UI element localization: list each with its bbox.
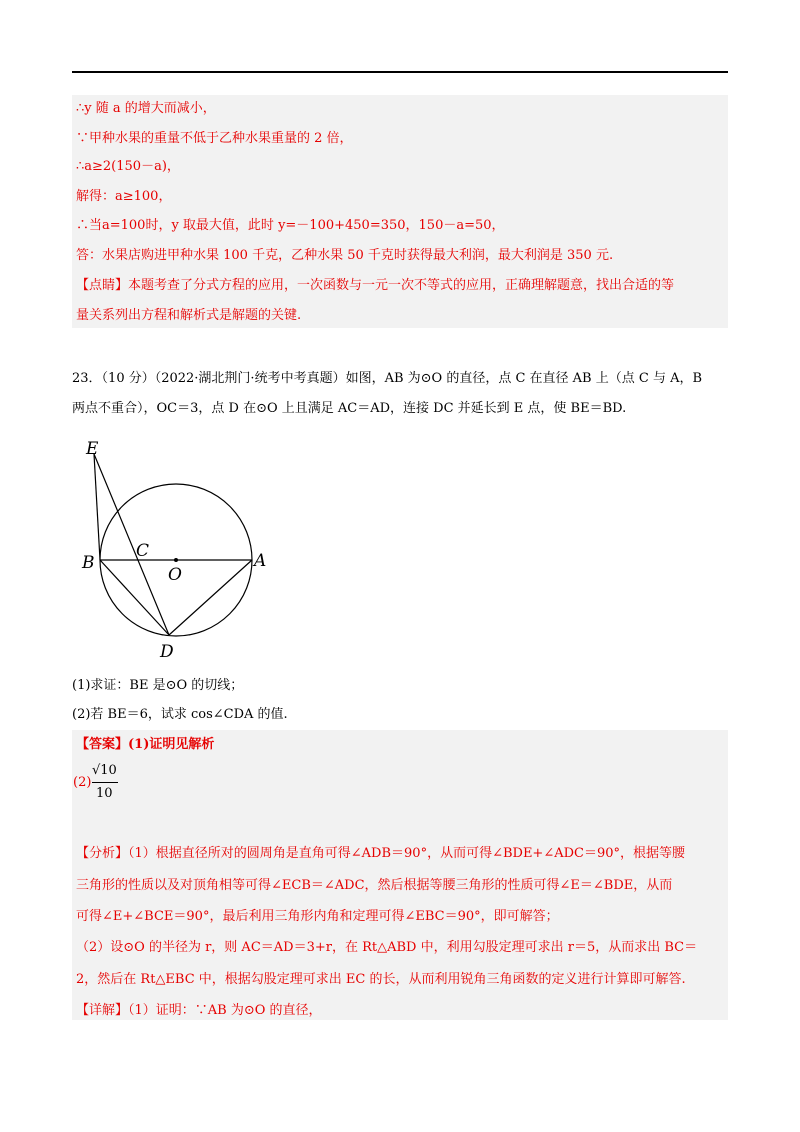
answer-heading: 【答案】(1)证明见解析	[76, 737, 215, 752]
label-b: B	[82, 553, 95, 573]
question-text: 23．（10 分）（2022·湖北荆门·统考中考真题）如图，AB 为⊙O 的直径，点 C 在直径 AB 上（点 C 与 A，B	[72, 371, 703, 386]
question-part2: (2)若 BE＝6，试求 cos∠CDA 的值.	[72, 707, 288, 722]
analysis-line: 【分析】（1）根据直径所对的圆周角是直角可得∠ADB＝90°，从而可得∠BDE+∠ADC＝90°，根据等腰	[76, 846, 686, 861]
question-part1: (1)求证：BE 是⊙O 的切线；	[72, 678, 244, 693]
analysis-line: 2，然后在 Rt△EBC 中，根据勾股定理可求出 EC 的长，从而利用锐角三角函数的定义进行计算即可解答.	[76, 972, 686, 987]
answer-part2-prefix: (2)	[73, 775, 92, 790]
comment-line: 【点睛】本题考查了分式方程的应用，一次函数与一元一次不等式的应用，正确理解题意，找出合适的等	[76, 278, 675, 293]
geometry-figure	[72, 432, 292, 662]
segment-be	[94, 454, 100, 560]
solution-answer: 答：水果店购进甲种水果 100 千克，乙种水果 50 千克时获得最大利润，最大利润是 350 元.	[76, 248, 614, 263]
solution-line: ∴y 随 a 的增大而减小，	[76, 101, 216, 116]
label-a: A	[254, 551, 267, 571]
header-rule	[72, 71, 728, 73]
comment-line: 量关系列出方程和解析式是解题的关键.	[76, 308, 302, 323]
solution-line: ∴当a=100时，y 取最大值，此时 y=－100+450=350，150－a=50，	[76, 218, 505, 233]
label-e: E	[86, 439, 99, 459]
solution-line: 解得：a≥100，	[76, 189, 172, 204]
analysis-line: 可得∠E+∠BCE＝90°，最后利用三角形内角和定理可得∠EBC＝90°，即可解答；	[76, 909, 559, 924]
question-text: 两点不重合），OC＝3，点 D 在⊙O 上且满足 AC＝AD，连接 DC 并延长到 E 点，使 BE＝BD.	[72, 401, 627, 416]
solution-line: ∴a≥2(150－a)，	[76, 159, 180, 174]
label-c: C	[136, 541, 150, 561]
center-dot	[174, 558, 178, 562]
label-d: D	[160, 642, 174, 662]
answer-part2-numerator: √10	[92, 763, 117, 778]
segment-ed	[94, 454, 169, 635]
answer-part2-denominator: 10	[96, 786, 113, 801]
analysis-line: 三角形的性质以及对顶角相等可得∠ECB＝∠ADC，然后根据等腰三角形的性质可得∠E＝∠BDE，从而	[76, 878, 673, 893]
analysis-line: （2）设⊙O 的半径为 r，则 AC＝AD＝3+r，在 Rt△ABD 中，利用勾股定理可求出 r＝5，从而求出 BC＝	[76, 940, 698, 955]
label-o: O	[168, 565, 182, 585]
solution-line: ∵甲种水果的重量不低于乙种水果重量的 2 倍，	[76, 131, 353, 146]
detail-line: 【详解】（1）证明：∵AB 为⊙O 的直径，	[76, 1003, 322, 1018]
fraction-bar	[92, 782, 118, 783]
